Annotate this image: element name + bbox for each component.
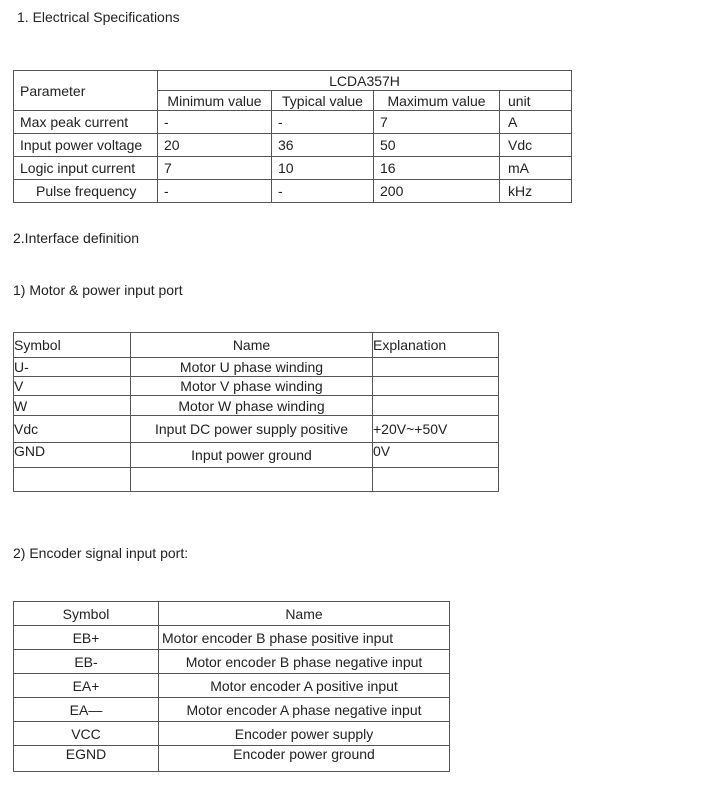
max-cell: 16 [374,157,500,180]
symbol-cell: GND [14,443,131,468]
symbol-cell: EB+ [14,626,159,650]
typ-cell: 10 [272,157,374,180]
explanation-cell: +20V~+50V [373,416,499,443]
typical-value-header: Typical value [272,91,374,111]
min-cell: 7 [158,157,272,180]
table-row [14,626,450,650]
explanation-cell [373,358,499,377]
name-cell: Motor U phase winding [131,358,373,377]
name-cell: Input power ground [131,443,373,468]
name-cell: Motor encoder B phase positive input [159,626,450,650]
explanation-header: Explanation [373,333,499,358]
symbol-cell [14,468,131,492]
unit-cell: kHz [500,180,572,203]
min-cell: - [158,180,272,203]
max-cell: 7 [374,111,500,134]
min-cell: - [158,111,272,134]
unit-cell: Vdc [500,134,572,157]
name-cell: Motor V phase winding [131,377,373,396]
table-row [14,443,499,468]
name-cell: Motor encoder A positive input [159,674,450,698]
symbol-cell: W [14,396,131,416]
typ-cell: 36 [272,134,374,157]
parameter-header: Parameter [14,71,158,111]
symbol-cell: Vdc [14,416,131,443]
spec-table [13,70,572,203]
symbol-cell: V [14,377,131,396]
max-cell: 50 [374,134,500,157]
explanation-cell [373,468,499,492]
unit-cell: mA [500,157,572,180]
model-header: LCDA357H [158,71,572,91]
table-row [14,698,450,722]
param-cell: Pulse frequency [14,180,158,203]
name-cell: Motor encoder A phase negative input [159,698,450,722]
symbol-cell: U- [14,358,131,377]
name-header: Name [131,333,373,358]
param-cell: Max peak current [14,111,158,134]
explanation-cell [373,396,499,416]
unit-header: unit [500,91,572,111]
table-row [14,396,499,416]
symbol-cell: EB- [14,650,159,674]
table-row [14,358,499,377]
typ-cell: - [272,180,374,203]
max-value-header: Maximum value [374,91,500,111]
name-cell: Encoder power supply [159,722,450,746]
unit-cell: A [500,111,572,134]
max-cell: 200 [374,180,500,203]
table-row [14,180,572,203]
table-row [14,674,450,698]
motor-port-heading: 1) Motor & power input port [13,282,183,298]
table-row [14,157,572,180]
param-cell: Logic input current [14,157,158,180]
symbol-header: Symbol [14,333,131,358]
explanation-cell: 0V [373,443,499,468]
encoder-port-heading: 2) Encoder signal input port: [13,545,189,561]
table-row [14,134,572,157]
name-cell: Encoder power ground [159,746,450,772]
motor-port-table [13,332,499,492]
name-header: Name [159,602,450,626]
table-row [14,722,450,746]
electrical-spec-heading: 1. Electrical Specifications [17,9,180,25]
table-row [14,111,572,134]
name-cell: Motor W phase winding [131,396,373,416]
symbol-header: Symbol [14,602,159,626]
min-value-header: Minimum value [158,91,272,111]
encoder-port-table [13,601,450,772]
table-row [14,650,450,674]
param-cell: Input power voltage [14,134,158,157]
table-row [14,416,499,443]
table-row [14,468,499,492]
symbol-cell: EA— [14,698,159,722]
symbol-cell: VCC [14,722,159,746]
explanation-cell [373,377,499,396]
interface-definition-heading: 2.Interface definition [13,230,140,246]
min-cell: 20 [158,134,272,157]
name-cell: Motor encoder B phase negative input [159,650,450,674]
table-row [14,377,499,396]
table-row [14,746,450,772]
name-cell [131,468,373,492]
symbol-cell: EA+ [14,674,159,698]
symbol-cell: EGND [14,746,159,772]
typ-cell: - [272,111,374,134]
name-cell: Input DC power supply positive [131,416,373,443]
